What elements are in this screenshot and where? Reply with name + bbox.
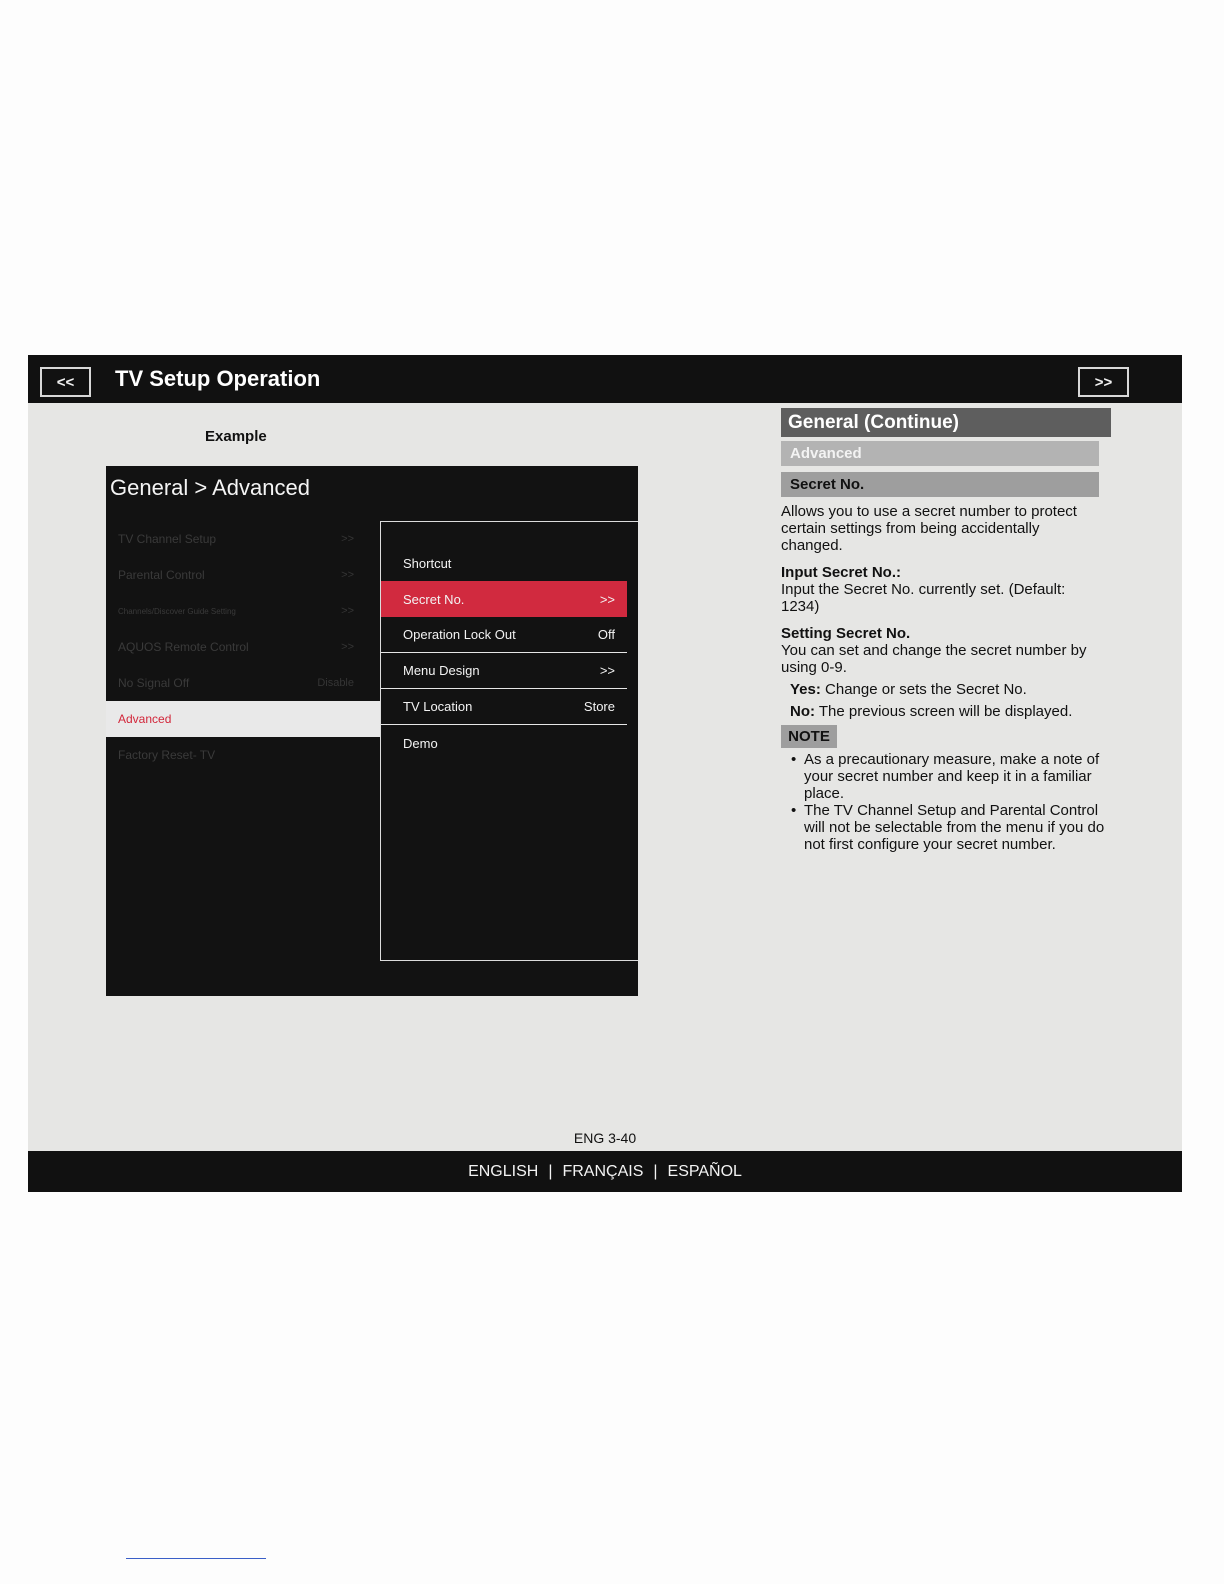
section-heading: General (Continue) (781, 408, 1111, 437)
notes-list (788, 751, 1108, 853)
tv-menu-item-label: AQUOS Remote Control (118, 640, 249, 654)
language-separator: | (653, 1162, 658, 1180)
tv-menu-item-guide-setting (106, 593, 380, 629)
tv-submenu-item-label: Shortcut (403, 555, 452, 571)
tv-menu-breadcrumb: General > Advanced (110, 475, 310, 500)
tv-submenu-panel (380, 521, 638, 961)
input-secret-section (781, 564, 1101, 615)
tv-menu-item-label: TV Channel Setup (118, 532, 217, 546)
header-bar (28, 355, 1182, 403)
tv-menu-item-label: Factory Reset- TV (118, 748, 216, 762)
tv-submenu-item-label: Menu Design (403, 663, 480, 678)
tv-menu-item-value: >> (341, 569, 354, 581)
tv-menu-item-value: Disable (317, 677, 354, 689)
input-secret-heading: Input Secret No.: (781, 564, 902, 581)
no-text: The previous screen will be displayed. (815, 703, 1073, 720)
tv-submenu-item-value: Off (597, 627, 615, 642)
tv-menu-item-label: Parental Control (118, 568, 205, 582)
language-link-english[interactable]: ENGLISH (468, 1162, 539, 1180)
tv-menu-item-parental-control (106, 557, 380, 593)
language-link-french[interactable]: FRANÇAIS (562, 1162, 644, 1180)
tv-submenu-item-label: TV Location (403, 699, 473, 714)
intro-paragraph: Allows you to use a secret number to protect certain settings from being accidentally changed. (781, 503, 1077, 554)
yes-label: Yes: (790, 681, 821, 698)
tv-submenu-item-value: >> (599, 663, 615, 678)
tv-menu-item-value: >> (341, 641, 354, 653)
tv-submenu-item-demo (381, 725, 627, 761)
example-label: Example (205, 428, 267, 445)
footer-language-bar (28, 1151, 1182, 1192)
setting-secret-section (781, 625, 1101, 676)
next-page-button[interactable]: >> (1078, 367, 1129, 397)
subsection-heading: Advanced (781, 441, 1099, 466)
tv-menu-item-label: Channels/Discover Guide Setting (118, 606, 236, 616)
setting-secret-heading: Setting Secret No. (781, 625, 911, 642)
tv-submenu-item-value: >> (599, 591, 615, 607)
tv-submenu-item-secret-no (381, 581, 627, 617)
link-underline (126, 1558, 266, 1559)
tv-menu-item-label: No Signal Off (118, 676, 190, 690)
note-item: • As a precautionary measure, make a note of your secret number and keep it in a familiar place. (788, 751, 1108, 802)
language-separator: | (548, 1162, 553, 1180)
yes-text: Change or sets the Secret No. (820, 681, 1027, 698)
note-item: • The TV Channel Setup and Parental Control will not be selectable from the menu if you do not first configure your secret number. (788, 802, 1108, 853)
tv-submenu-item-tv-location (381, 689, 627, 725)
tv-menu-item-value: >> (341, 605, 354, 617)
no-option (790, 703, 1110, 720)
tv-menu-item-value: >> (341, 533, 354, 545)
tv-menu-item-advanced (106, 701, 380, 737)
tv-submenu-item-label: Secret No. (403, 591, 465, 607)
tv-menu-item-channel-setup (106, 521, 380, 557)
page-title: TV Setup Operation (115, 366, 321, 391)
tv-menu-item-factory-reset (106, 737, 380, 773)
page-number: ENG 3-40 (573, 1130, 637, 1146)
tv-left-menu (106, 521, 380, 773)
tv-submenu-item-shortcut (381, 545, 627, 581)
tv-submenu-item-label: Demo (403, 735, 438, 751)
previous-page-button[interactable]: << (40, 367, 91, 397)
tv-menu-item-aquos-remote (106, 629, 380, 665)
language-link-spanish[interactable]: ESPAÑOL (667, 1162, 742, 1180)
tv-submenu-item-menu-design (381, 653, 627, 689)
input-secret-text: Input the Secret No. currently set. (Default: 1234) (781, 581, 1066, 615)
manual-page (28, 355, 1182, 1192)
tv-submenu-item-label: Operation Lock Out (403, 627, 516, 642)
tv-submenu-item-value: Store (583, 699, 615, 714)
tv-menu-screenshot (106, 466, 638, 996)
yes-option (790, 681, 1110, 698)
tv-menu-item-label: Advanced (118, 712, 172, 726)
tv-menu-item-no-signal-off (106, 665, 380, 701)
setting-secret-text: You can set and change the secret number by using 0-9. (781, 642, 1087, 676)
note-badge: NOTE (781, 725, 837, 748)
topic-heading: Secret No. (781, 472, 1099, 497)
no-label: No: (790, 703, 815, 720)
tv-submenu-item-operation-lock-out (381, 617, 627, 653)
